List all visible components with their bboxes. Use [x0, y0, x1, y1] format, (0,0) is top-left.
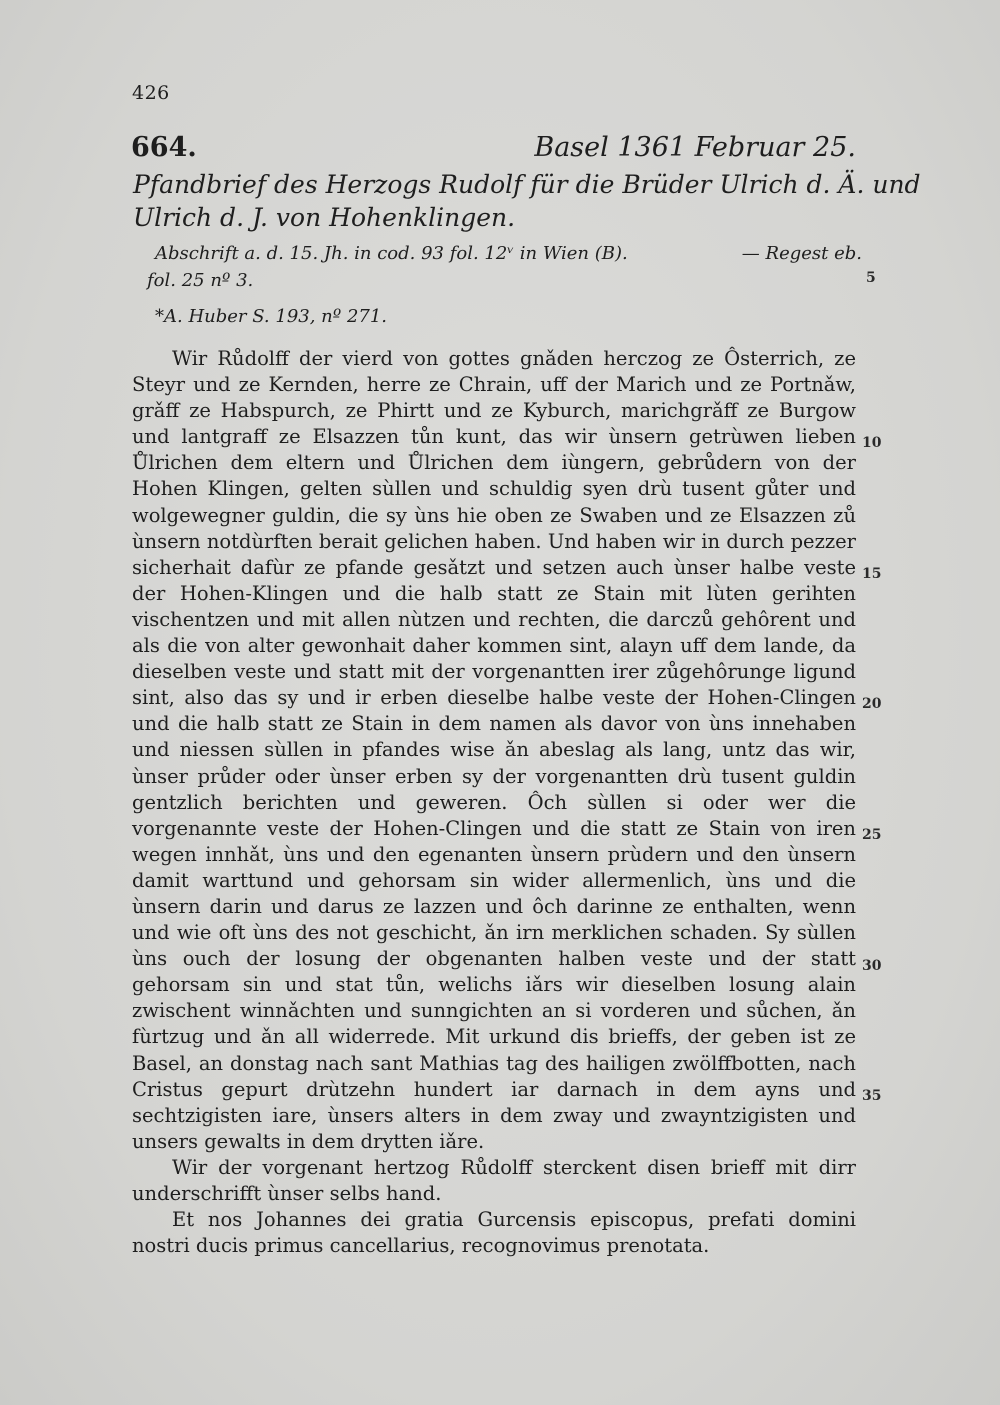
document-body — [132, 346, 856, 1259]
line-number-35: 35 — [862, 1088, 882, 1104]
line-number-20: 20 — [862, 696, 882, 712]
line-number-25: 25 — [862, 827, 882, 843]
source-note: Abschrift a. d. 15. Jh. in cod. 93 fol. 12ᵛ in Wien (B). — [155, 243, 628, 264]
document-title-line-1: Pfandbrief des Herzogs Rudolf für die Brüder Ulrich d. Ä. und — [133, 170, 921, 199]
source-note-folio: fol. 25 nº 3. — [147, 270, 254, 291]
body-paragraph-chancellor: Et nos Johannes dei gratia Gurcensis episcopus, prefati domini nostri ducis primus cancellarius, recognovimus prenotata. — [132, 1208, 856, 1258]
document-title-line-2: Ulrich d. J. von Hohenklingen. — [133, 203, 516, 232]
page-number: 426 — [132, 82, 170, 104]
edition-note: *A. Huber S. 193, nº 271. — [155, 306, 388, 327]
document-number: 664. — [131, 132, 197, 163]
body-paragraph-main: Wir Růdolff der vierd von gottes gnǎden herczog ze Ôsterrich, ze Steyr und ze Kernden, herre ze Chrain, uff der Marich und ze Portnǎw, grǎff ze Habspurch, ze Phirtt und ze Kyburch, marichgrǎff ze Burgow und lantgraff ze Elsazzen tůn kunt, das wir ùnsern getrùwen lieben Ůlrichen dem eltern und Ůlrichen dem iùngern, gebrůdern von der Hohen Klingen, gelten sùllen und schuldig syen drù tusent gůter und wolgewegner guldin, die sy ùns hie oben ze Swaben und ze Elsazzen zů ùnsern notdùrften berait gelichen haben. Und haben wir in durch pezzer sicherhait dafùr ze pfande gesǎtzt und setzen auch ùnser halbe veste der Hohen-Klingen und die halb statt ze Stain mit lùten gerihten vischentzen und mit allen nùtzen und rechten, die darczů gehôrent und als die von alter gewonhait daher kommen sint, alayn uff dem lande, da dieselben veste und statt mit der vorgenantten irer zůgehôrunge ligund sint, also das sy und ir erben dieselbe halbe veste der Hohen-Clingen und die halb statt ze Stain in dem namen als davor von ùns innehaben und niessen sùllen in pfandes wise ǎn abeslag als lang, untz das wir, ùnser průder oder ùnser erben sy der vorgenantten drù tusent guldin gentzlich berichten und geweren. Ôch sùllen si oder wer die vorgenannte veste der Hohen-Clingen und die statt ze Stain von iren wegen innhǎt, ùns und den egenanten ùnsern prùdern und den ùnsern damit warttund und gehorsam sin wider allermenlich, ùns und die ùnsern darin und darus ze lazzen und ôch darinne ze enthalten, wenn und wie oft ùns des not geschicht, ǎn irn merklichen schaden. Sy sùllen ùns ouch der losung der obgenanten halben veste und der statt gehorsam sin und stat tůn, welichs iǎrs wir dieselben losung alain zwischent winnǎchten und sunngichten an si vorderen und sůchen, ǎn fùrtzug und ǎn all widerrede. Mit urkund dis brieffs, der geben ist ze Basel, an donstag nach sant Mathias tag des hailigen zwölffbotten, nach Cristus gepurt drùtzehn hundert iar darnach in dem ayns und sechtzigisten iare, ùnsers alters in dem zway und zwayntzigisten und unsers gewalts in dem drytten iǎre. — [132, 347, 856, 1153]
line-number-5: 5 — [866, 270, 876, 286]
line-number-10: 10 — [862, 435, 882, 451]
place-date: Basel 1361 Februar 25. — [534, 132, 856, 163]
line-number-30: 30 — [862, 958, 882, 974]
body-paragraph-signature: Wir der vorgenant hertzog Růdolff sterckent disen brieff mit dirr underschrifft ùnser selbs hand. — [132, 1155, 856, 1205]
line-number-15: 15 — [862, 566, 882, 582]
source-note-regest: — Regest eb. — [741, 243, 862, 264]
